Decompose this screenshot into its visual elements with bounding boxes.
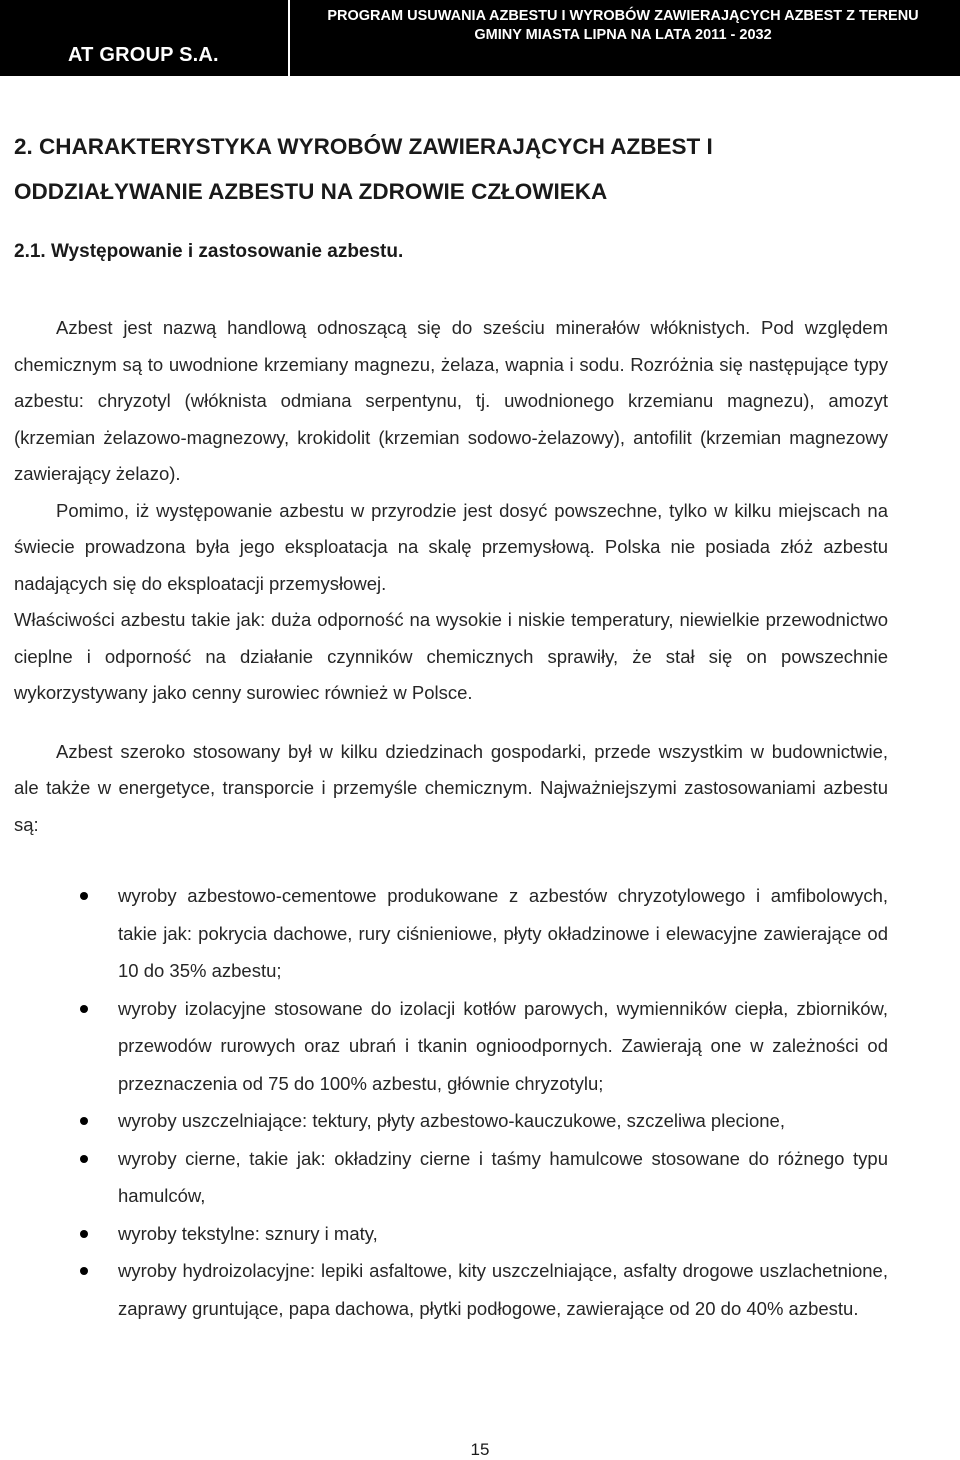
list-item-text: wyroby azbestowo-cementowe produkowane z azbestów chryzotylowego i amfibolowych, takie jak: pokrycia dachowe, rury ciśnieniowe, płyty okładzinowe i elewacyjne zawierające od 10 do 35% azbestu; (118, 885, 888, 981)
page-header (0, 0, 960, 76)
list-item (14, 1102, 888, 1140)
bullet-icon (80, 1267, 88, 1275)
document-body (14, 124, 888, 1327)
list-item (14, 1252, 888, 1327)
bullet-icon (80, 1117, 88, 1125)
list-item-text: wyroby tekstylne: sznury i maty, (118, 1222, 378, 1244)
bullet-icon (80, 892, 88, 900)
paragraph-properties: Właściwości azbestu takie jak: duża odporność na wysokie i niskie temperatury, niewielkie przewodnictwo cieplne i odporność na działanie czynników chemicznych sprawiły, że stał się on powszechnie wykorzystywany jako cenny surowiec również w Polsce. (14, 609, 888, 703)
program-title (298, 7, 948, 45)
paragraph-applications: Azbest szeroko stosowany był w kilku dziedzinach gospodarki, przede wszystkim w budownictwie, ale także w energetyce, transporcie i przemyśle chemicznym. Najważniejszymi zastosowaniami azbestu są: (14, 740, 888, 835)
subsection-heading: 2.1. Występowanie i zastosowanie azbestu. (14, 241, 404, 262)
applications-list (14, 877, 888, 1327)
list-item-text: wyroby izolacyjne stosowane do izolacji kotłów parowych, wymienników ciepła, zbiorników, przewodów rurowych oraz ubrań i tkanin ognioodpornych. Zawierają one w zależności od przeznaczenia od 75 do 100% azbestu, głównie chryzotylu; (118, 997, 888, 1094)
list-item (14, 1140, 888, 1215)
program-title-line-2: GMINY MIASTA LIPNA NA LATA 2011 - 2032 (474, 27, 772, 43)
list-item-text: wyroby cierne, takie jak: okładziny cierne i taśmy hamulcowe stosowane do różnego typu hamulców, (118, 1147, 888, 1206)
paragraph-occurrence: Pomimo, iż występowanie azbestu w przyrodzie jest dosyć powszechne, tylko w kilku miejscach na świecie prowadzona była jego eksploatacja na skalę przemysłową. Polska nie posiada złóż azbestu nadających się do eksploatacji przemysłowej. (14, 499, 888, 594)
company-name: AT GROUP S.A. (68, 44, 219, 66)
list-item-text: wyroby uszczelniające: tektury, płyty azbestowo-kauczukowe, szczeliwa plecione, (118, 1110, 785, 1131)
list-item-text: wyroby hydroizolacyjne: lepiki asfaltowe, kity uszczelniające, asfalty drogowe uszlachetnione, zaprawy gruntujące, papa dachowa, płytki podłogowe, zawierające od 20 do 40% azbestu. (118, 1260, 888, 1319)
program-title-line-1: PROGRAM USUWANIA AZBESTU I WYROBÓW ZAWIERAJĄCYCH AZBEST Z TERENU (327, 8, 919, 24)
bullet-icon (80, 1155, 88, 1163)
list-item (14, 1215, 888, 1253)
header-company-block (0, 0, 290, 76)
bullet-icon (80, 1230, 88, 1238)
list-item (14, 877, 888, 990)
page-number: 15 (470, 1440, 490, 1459)
bullet-icon (80, 1005, 88, 1013)
section-heading: 2. CHARAKTERYSTYKA WYROBÓW ZAWIERAJĄCYCH AZBEST I ODDZIAŁYWANIE AZBESTU NA ZDROWIE CZŁOWIEKA (14, 134, 713, 204)
list-item (14, 990, 888, 1103)
paragraph-asbestos-definition: Azbest jest nazwą handlową odnoszącą się do sześciu minerałów włóknistych. Pod względem chemicznym są to uwodnione krzemiany magnezu, żelaza, wapnia i sodu. Rozróżnia się następujące typy azbestu: chryzotyl (włóknista odmiana serpentynu, tj. uwodnionego krzemianu magnezu), amozyt (krzemian żelazowo-magnezowy, krokidolit (krzemian sodowo-żelazowy), antofilit (krzemian magnezowy zawierający żelazo). (14, 317, 888, 484)
